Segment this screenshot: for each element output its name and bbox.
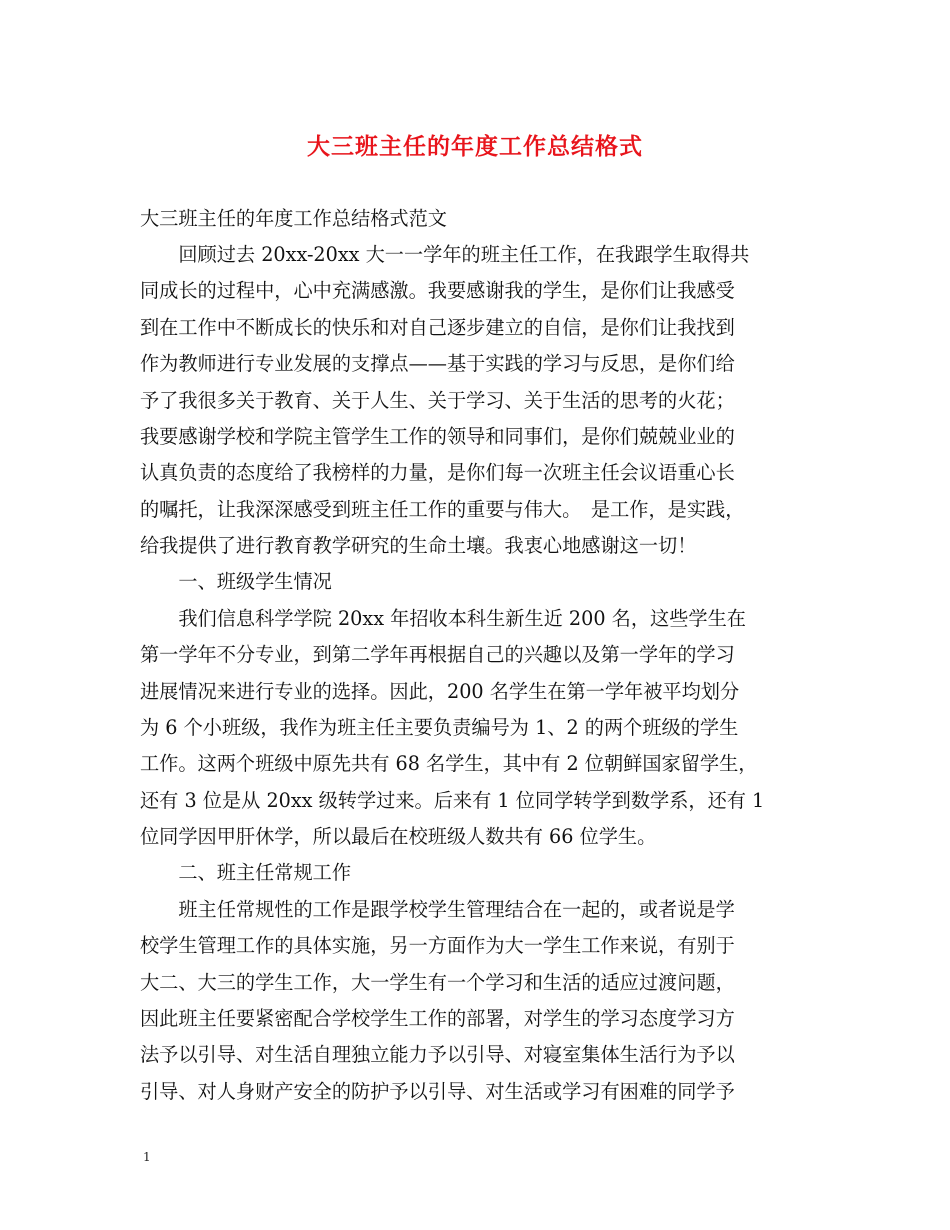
text-line: 校学生管理工作的具体实施，另一方面作为大一学生工作来说，有别于 bbox=[140, 934, 735, 957]
text-line: 引导、对人身财产安全的防护予以引导、对生活或学习有困难的同学予 bbox=[140, 1080, 735, 1103]
text-line: 还有 3 位是从 20xx 级转学过来。后来有 1 位同学转学到数学系，还有 1 bbox=[140, 789, 765, 812]
document-title: 大三班主任的年度工作总结格式 bbox=[307, 133, 643, 160]
text-line: 为 6 个小班级，我作为班主任主要负责编号为 1、2 的两个班级的学生 bbox=[140, 716, 739, 739]
text-line: 工作。这两个班级中原先共有 68 名学生，其中有 2 位朝鲜国家留学生， bbox=[140, 752, 758, 775]
section-heading: 二、班主任常规工作 bbox=[140, 861, 352, 884]
section-heading: 一、班级学生情况 bbox=[140, 570, 332, 593]
page-number: 1 bbox=[143, 1150, 151, 1164]
text-line: 的嘱托，让我深深感受到班主任工作的重要与伟大。 是工作，是实践， bbox=[140, 498, 745, 521]
text-line: 予了我很多关于教育、关于人生、关于学习、关于生活的思考的火花； bbox=[140, 389, 735, 412]
text-line: 认真负责的态度给了我榜样的力量，是你们每一次班主任会议语重心长 bbox=[140, 461, 735, 484]
text-line: 回顾过去 20xx-20xx 大一一学年的班主任工作，在我跟学生取得共 bbox=[140, 243, 750, 266]
text-line: 作为教师进行专业发展的支撑点——基于实践的学习与反思，是你们给 bbox=[140, 352, 735, 375]
text-line: 位同学因甲肝休学，所以最后在校班级人数共有 66 位学生。 bbox=[140, 825, 657, 848]
text-line: 我要感谢学校和学院主管学生工作的领导和同事们，是你们兢兢业业的 bbox=[140, 425, 735, 448]
text-line: 同成长的过程中，心中充满感激。我要感谢我的学生，是你们让我感受 bbox=[140, 279, 735, 302]
text-line-subtitle: 大三班主任的年度工作总结格式范文 bbox=[140, 207, 447, 230]
text-line: 我们信息科学学院 20xx 年招收本科生新生近 200 名，这些学生在 bbox=[140, 607, 746, 630]
text-line: 法予以引导、对生活自理独立能力予以引导、对寝室集体生活行为予以 bbox=[140, 1043, 735, 1066]
text-line: 班主任常规性的工作是跟学校学生管理结合在一起的，或者说是学 bbox=[140, 898, 735, 921]
text-line: 到在工作中不断成长的快乐和对自己逐步建立的自信，是你们让我找到 bbox=[140, 316, 735, 339]
text-line: 因此班主任要紧密配合学校学生工作的部署，对学生的学习态度学习方 bbox=[140, 1007, 735, 1030]
text-line: 给我提供了进行教育教学研究的生命土壤。我衷心地感谢这一切！ bbox=[140, 534, 697, 557]
text-line: 第一学年不分专业，到第二学年再根据自己的兴趣以及第一学年的学习 bbox=[140, 643, 735, 666]
text-line: 大二、大三的学生工作，大一学生有一个学习和生活的适应过渡问题， bbox=[140, 971, 735, 994]
text-line: 进展情况来进行专业的选择。因此，200 名学生在第一学年被平均划分 bbox=[140, 680, 740, 703]
